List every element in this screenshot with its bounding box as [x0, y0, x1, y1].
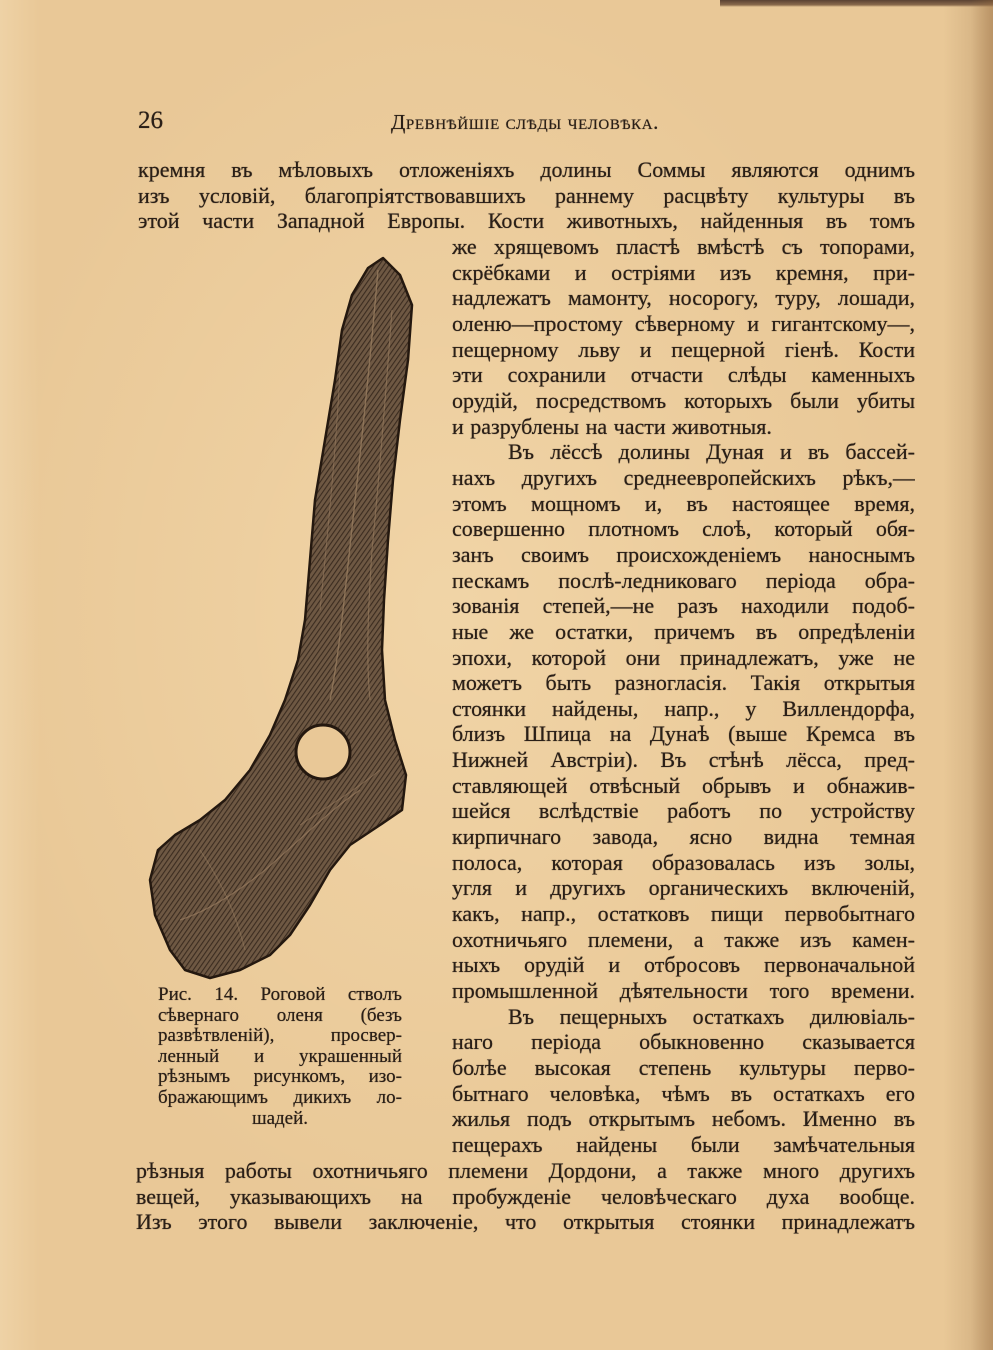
text-line: пещерному льву и пещерной гіенѣ. Кости — [452, 336, 915, 362]
text-line: пещерахъ найдены были замѣчательныя — [452, 1131, 915, 1157]
page-edge-top — [720, 0, 993, 7]
text-line: жилья подъ открытымъ небомъ. Именно въ — [452, 1106, 915, 1132]
antler-outline — [150, 258, 412, 978]
text-line: кремня въ мѣловыхъ отложеніяхъ долины Соммы являются однимъ — [138, 157, 915, 182]
text-line: ные же остатки, причемъ въ опредѣленіи — [452, 618, 915, 644]
text-block-bottom — [136, 1158, 915, 1235]
caption-line: шадей. — [251, 1108, 309, 1129]
text-line: оленю—простому сѣверному и гигантскому—, — [452, 310, 915, 336]
text-line: этой части Западной Европы. Кости животныхъ, найденныя въ томъ — [138, 208, 915, 234]
text-line: болѣе высокая степень культуры перво- — [452, 1055, 915, 1080]
text-line: орудій, посредствомъ которыхъ были убиты — [452, 387, 915, 413]
text-line: Нижней Австріи). Въ стѣнѣ лёсса, пред- — [452, 747, 915, 773]
text-line: стоянки найдены, напр., у Виллендорфа, — [452, 695, 915, 721]
text-line: этомъ мощномъ и, въ настоящее время, — [452, 490, 915, 516]
text-line: пескамъ послѣ-ледниковаго періода обра- — [452, 567, 915, 593]
caption-line: рѣзнымъ рисункомъ, изо- — [158, 1067, 402, 1088]
caption-line: Рис. 14. Роговой стволъ — [158, 985, 402, 1005]
text-line: бытнаго человѣка, чѣмъ въ остаткахъ его — [452, 1080, 915, 1106]
paragraph-start-line: Въ пещерныхъ остаткахъ дилювіаль- — [508, 1003, 915, 1029]
text-line: изъ условій, благопріятствовавшихъ раннему расцвѣту культуры въ — [138, 182, 915, 208]
page-edge-right — [971, 0, 993, 1350]
text-line: занъ своимъ происхожденіемъ наноснымъ — [452, 541, 915, 567]
text-line: угля и другихъ органическихъ включеній, — [452, 875, 915, 901]
paragraph-start-line: Въ лёссѣ долины Дуная и въ бассей- — [508, 439, 915, 465]
text-line: наго періода обыкновенно сказывается — [452, 1029, 915, 1055]
text-line: эти сохранили отчасти слѣды каменныхъ — [452, 362, 915, 388]
paragraph-end-line: промышленной дѣятельности того времени. — [452, 978, 915, 1004]
text-line: эпохи, которой они принадлежатъ, уже не — [452, 644, 915, 670]
text-line: зованія степей,—не разъ находили подоб- — [452, 593, 915, 619]
text-column-right — [452, 234, 915, 1158]
text-line: скрёбками и остріями изъ кремня, при- — [452, 259, 915, 285]
caption-line: бражающимъ дикихъ ло- — [158, 1087, 402, 1108]
text-line: кирпичнаго завода, ясно видна темная — [452, 824, 915, 850]
text-line: шейся вслѣдствіе работъ по устройству — [452, 798, 915, 824]
text-line: рѣзныя работы охотничьяго племени Дордони, а также много другихъ — [136, 1158, 915, 1183]
caption-line: сѣвернаго оленя (безъ — [158, 1005, 402, 1026]
page-number: 26 — [138, 107, 163, 134]
text-line: же хрящевомъ пластѣ вмѣстѣ съ топорами, — [452, 234, 915, 259]
running-title: Древнѣйшіе слѣды человѣка. — [390, 110, 659, 134]
antler-hole — [296, 725, 350, 779]
text-line: ныхъ орудій и отбросовъ первоначальной — [452, 952, 915, 978]
paragraph-end-line: и разрублены на части животныя. — [452, 413, 772, 439]
text-line: совершенно плотномъ слоѣ, который обя- — [452, 516, 915, 542]
text-line: охотничьяго племени, а также изъ камен- — [452, 926, 915, 952]
figure-caption — [158, 985, 402, 1129]
antler-baton-figure — [140, 250, 425, 985]
text-line: какъ, напр., остатковъ пищи первобытнаго — [452, 901, 915, 927]
text-block-top — [138, 157, 915, 234]
text-line: можетъ быть разногласія. Такія открытыя — [452, 670, 915, 696]
text-line: полоса, которая образовалась изъ золы, — [452, 849, 915, 875]
text-line: ставляющей отвѣсный обрывъ и обнажив- — [452, 772, 915, 798]
text-line: близъ Шпица на Дунаѣ (выше Кремса въ — [452, 721, 915, 747]
caption-line: развѣтвленій), просвер- — [158, 1026, 402, 1047]
text-line: вещей, указывающихъ на пробужденіе человѣческаго духа вообще. — [136, 1183, 915, 1209]
text-line: надлежатъ мамонту, носорогу, туру, лошади, — [452, 285, 915, 311]
text-line: нахъ другихъ среднеевропейскихъ рѣкъ,— — [452, 464, 915, 490]
text-line: Изъ этого вывели заключеніе, что открытыя стоянки принадлежатъ — [136, 1209, 915, 1235]
caption-line: ленный и украшенный — [158, 1046, 402, 1067]
